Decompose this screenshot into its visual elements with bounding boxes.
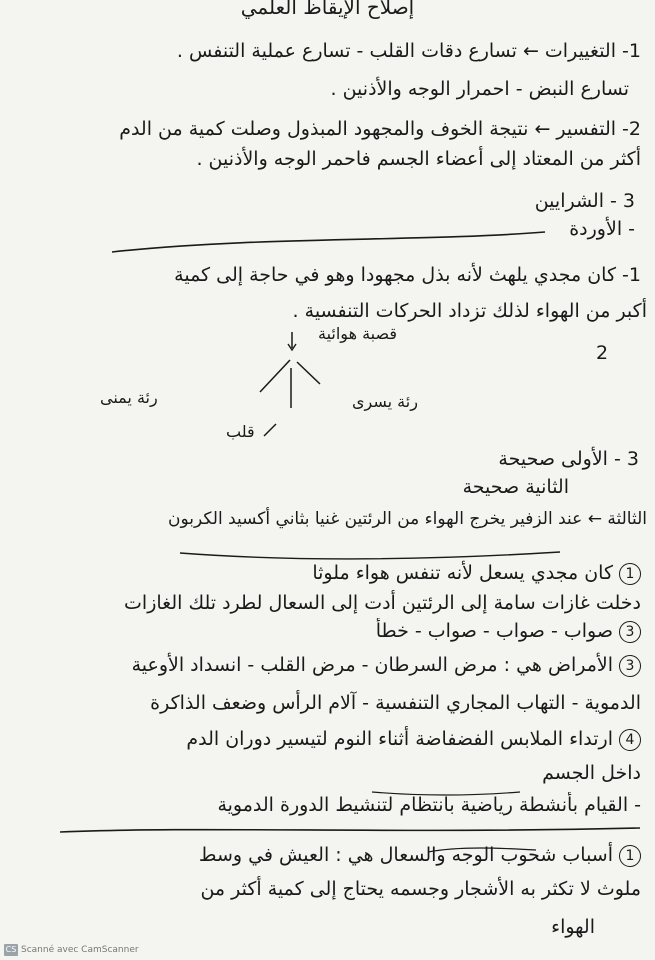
text-line: 1أسباب شحوب الوجه والسعال هي : العيش في وسط [10,842,641,868]
text-line: - الأوردة [569,218,635,240]
text-line: أكبر من الهواء لذلك تزداد الحركات التنفسية . [292,300,647,322]
text-line: - القيام بأنشطة رياضية بانتظام لتنشيط الدورة الدموية [217,794,641,816]
text-line: تسارع النبض - احمرار الوجه والأذنين . [330,78,629,100]
text-line: الدموية - التهاب المجاري التنفسية - آلام الرأس وضعف الذاكرة [150,692,641,714]
camscanner-icon: CS [5,945,17,954]
question-marker: 1 [619,845,641,867]
diagram-label-trachea: قصبة هوائية [318,324,398,343]
text-line: ملوث لا تكثر به الأشجار وجسمه يحتاج إلى كمية أكثر من [200,878,641,900]
diagram-label-right-lung: رئة يمنى [100,388,158,407]
text-line: 4ارتداء الملابس الفضفاضة أثناء النوم لتيسير دوران الدم [10,726,641,752]
text-line: 1- كان مجدي يلهث لأنه بذل مجهودا وهو في حاجة إلى كمية [174,264,641,286]
scanner-watermark [4,944,139,956]
page-title: إصلاح الإيقاظ العلمي [240,0,415,19]
text-line: الثانية صحيحة [462,476,569,498]
text-line: 3 - الأولى صحيحة [498,448,639,470]
text-line: 3الأمراض هي : مرض السرطان - مرض القلب - انسداد الأوعية [10,652,641,678]
diagram-number: 2 [596,342,609,364]
text-line: 1كان مجدي يسعل لأنه تنفس هواء ملوثا [10,560,641,586]
diagram-label-left-lung: رئة يسرى [352,392,418,411]
watermark-text: Scanné avec CamScanner [21,945,139,955]
question-marker: 3 [619,621,641,643]
text-line: أكثر من المعتاد إلى أعضاء الجسم فاحمر الوجه والأذنين . [196,148,641,170]
text-line: الهواء [551,916,595,938]
text-line: دخلت غازات سامة إلى الرئتين أدت إلى السعال لطرد تلك الغازات [124,592,641,614]
question-marker: 4 [619,729,641,751]
diagram-label-heart: قلب [226,422,255,441]
text-line: 3 - الشرايين [534,190,635,212]
text-line: 1- التغييرات ← تسارع دقات القلب - تسارع عملية التنفس . [176,40,641,62]
text-line: 3صواب - صواب - صواب - خطأ [10,618,641,644]
text-line: داخل الجسم [542,762,641,784]
question-marker: 1 [619,563,641,585]
text-line: 2- التفسير ← نتيجة الخوف والمجهود المبذول وصلت كمية من الدم [119,118,641,140]
question-marker: 3 [619,655,641,677]
text-line: الثالثة ← عند الزفير يخرج الهواء من الرئتين غنيا بثاني أكسيد الكربون [168,509,647,529]
